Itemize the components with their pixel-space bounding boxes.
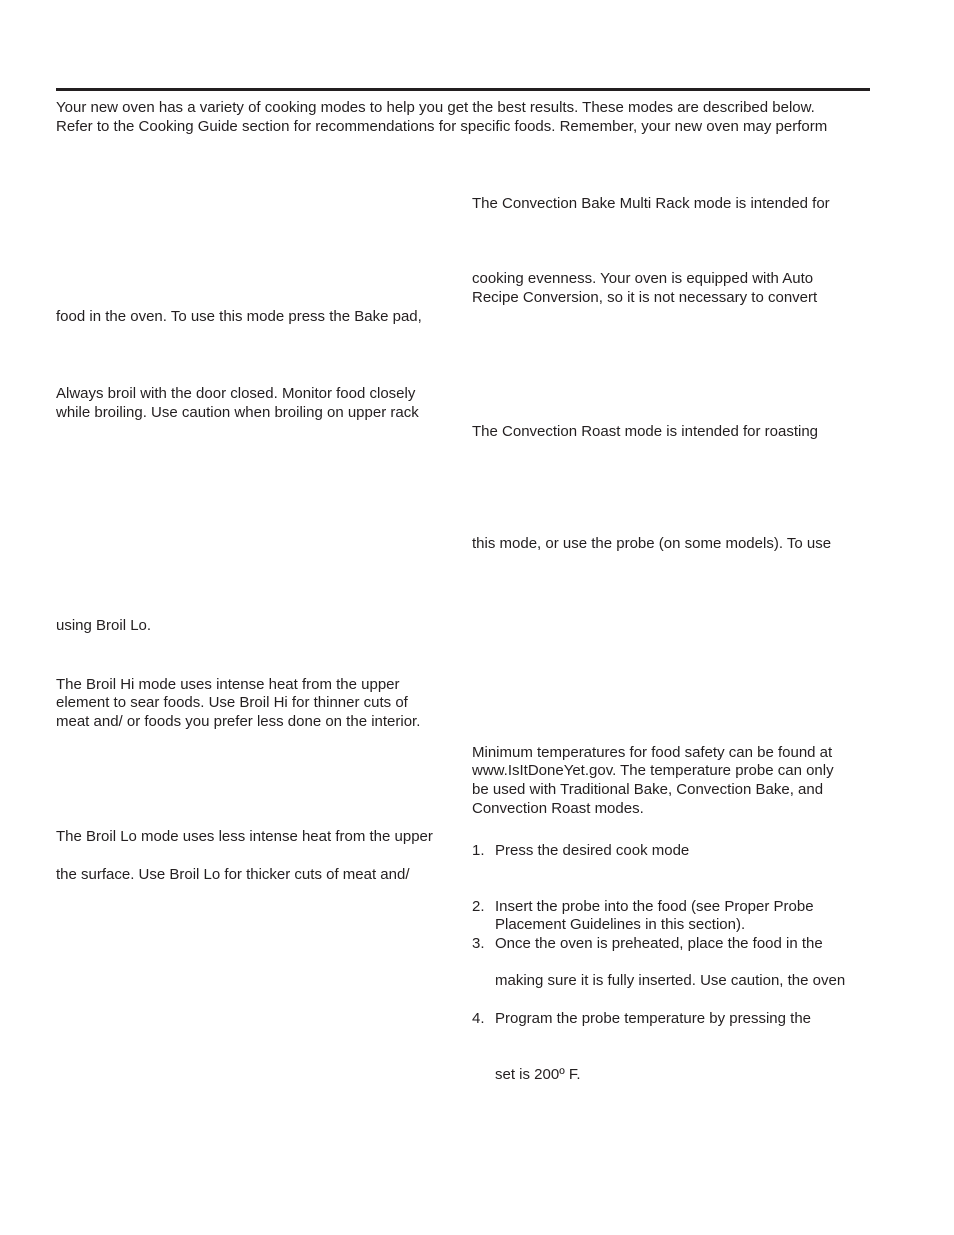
step-number: 1. [472,842,485,859]
step-number: 4. [472,1010,485,1027]
step-text: making sure it is fully inserted. Use caution, the oven [495,972,846,989]
bake-text: food in the oven. To use this mode press the Bake pad, [56,308,422,325]
broil-caution-line-1: Always broil with the door closed. Monitor food closely [56,385,416,402]
step-text: Once the oven is preheated, place the food in the [495,935,823,952]
convection-bake-multi-text: The Convection Bake Multi Rack mode is intended for [472,195,830,212]
intro-line-1: Your new oven has a variety of cooking modes to help you get the best results. These modes are described below. [56,99,815,116]
broil-caution-line-2: while broiling. Use caution when broiling on upper rack [56,404,419,421]
step-text: Placement Guidelines in this section). [495,916,746,933]
broil-hi-line-2: element to sear foods. Use Broil Hi for thinner cuts of [56,694,408,711]
min-temp-line-3: be used with Traditional Bake, Convection Bake, and [472,781,824,798]
step-number: 2. [472,898,485,915]
convection-roast-text: The Convection Roast mode is intended for roasting [472,423,819,440]
convection-evenness-text: cooking evenness. Your oven is equipped with Auto [472,270,814,287]
broil-lo-line-1: The Broil Lo mode uses less intense heat from the upper [56,828,433,845]
min-temp-line-4: Convection Roast modes. [472,800,644,817]
broil-hi-line-3: meat and/ or foods you prefer less done on the interior. [56,713,421,730]
intro-line-2: Refer to the Cooking Guide section for recommendations for specific foods. Remember, your new oven may perform [56,118,828,135]
step-text: Insert the probe into the food (see Proper Probe [495,898,814,915]
min-temp-line-1: Minimum temperatures for food safety can be found at [472,744,833,761]
header-rule [56,88,870,91]
broil-hi-line-1: The Broil Hi mode uses intense heat from the upper [56,676,400,693]
step-number: 3. [472,935,485,952]
broil-lo-reference: using Broil Lo. [56,617,152,634]
broil-lo-line-2: the surface. Use Broil Lo for thicker cuts of meat and/ [56,866,410,883]
convection-recipe-text: Recipe Conversion, so it is not necessary to convert [472,289,818,306]
min-temp-line-2: www.IsItDoneYet.gov. The temperature probe can only [472,762,834,779]
convection-roast-probe-text: this mode, or use the probe (on some models). To use [472,535,832,552]
step-text: Press the desired cook mode [495,842,690,859]
step-text: Program the probe temperature by pressing the [495,1010,812,1027]
step-text: set is 200º F. [495,1066,581,1083]
